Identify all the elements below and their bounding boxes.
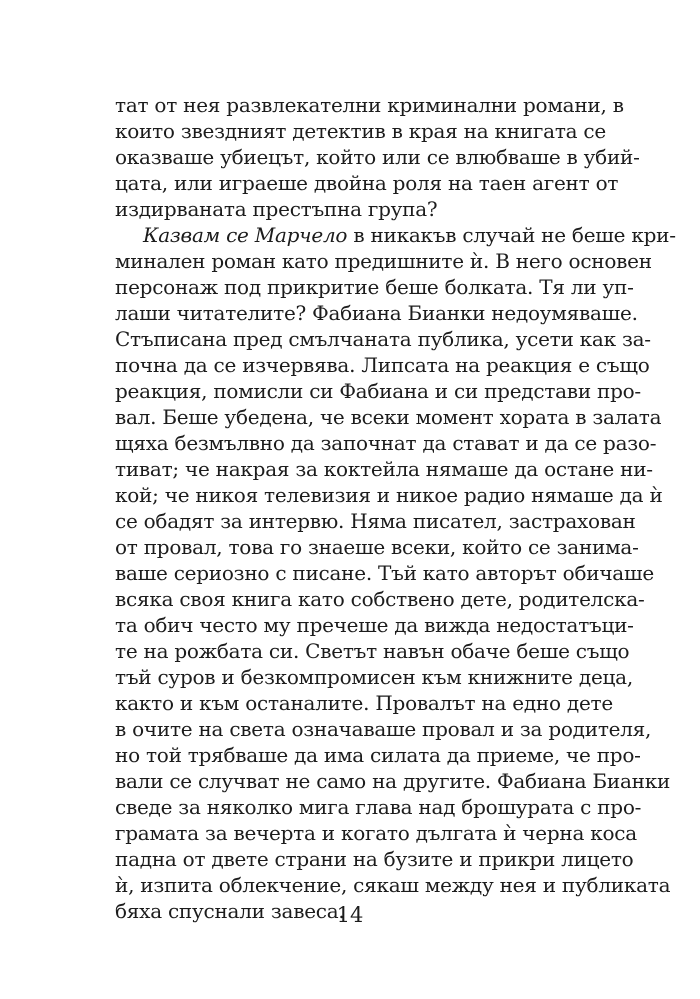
text-line: реакция, помисли си Фабиана и си представи про- [115, 379, 641, 403]
text-line: падна от двете страни на бузите и прикри лицето [115, 847, 634, 871]
text-line: почна да се изчервява. Липсата на реакция е също [115, 353, 650, 377]
text-line: издирваната престъпна група? [115, 197, 438, 221]
text-line: цата, или играеше двойна роля на таен агент от [115, 171, 619, 195]
text-line: та обич често му пречеше да вижда недостатъци- [115, 613, 634, 637]
text-line: както и към останалите. Провалът на едно дете [115, 691, 613, 715]
text-line: ѝ, изпита облекчение, сякаш между нея и публиката [115, 873, 671, 897]
text-line: оказваше убиецът, който или се влюбваше в убий- [115, 145, 640, 169]
text-line: грамата за вечерта и когато дългата ѝ черна коса [115, 821, 637, 845]
text-line: но той трябваше да има силата да приеме, че про- [115, 743, 641, 767]
text-line: се обадят за интервю. Няма писател, застрахован [115, 509, 636, 533]
text-line: вали се случват не само на другите. Фабиана Бианки [115, 769, 671, 793]
text-line: вал. Беше убедена, че всеки момент хората в залата [115, 405, 662, 429]
text-line: тиват; че накрая за коктейла нямаше да остане ни- [115, 457, 653, 481]
text-line: щяха безмълвно да започнат да стават и да се разо- [115, 431, 657, 455]
text-line: в очите на света означаваше провал и за родителя, [115, 717, 652, 741]
text-line: ваше сериозно с писане. Тъй като авторът обичаше [115, 561, 654, 585]
text-line: минален роман като предишните ѝ. В него основен [115, 249, 652, 273]
text-line: Стъписана пред смълчаната публика, усети как за- [115, 327, 651, 351]
text-line: тъй суров и безкомпромисен към книжните деца, [115, 665, 633, 689]
text-line: сведе за няколко мига глава над брошурата с про- [115, 795, 642, 819]
text-line: бяха спуснали завеса. [115, 899, 345, 923]
body-text [115, 92, 676, 924]
text-line: кой; че никоя телевизия и никое радио нямаше да ѝ [115, 483, 663, 507]
text-line-rest: в никакъв случай не беше кри- [347, 223, 676, 247]
text-line: всяка своя книга като собствено дете, родителска- [115, 587, 645, 611]
text-line: те на рожбата си. Светът навън обаче беше също [115, 639, 630, 663]
text-line: персонаж под прикритие беше болката. Тя ли уп- [115, 275, 634, 299]
page-number: 14 [336, 903, 364, 927]
book-title-italic: Казвам се Марчело [143, 223, 348, 247]
text-line: от провал, това го знаеше всеки, който се занима- [115, 535, 639, 559]
text-line: които звездният детектив в края на книгата се [115, 119, 606, 143]
paragraph-start-line [115, 222, 676, 248]
text-line: лаши читателите? Фабиана Бианки недоумяваше. [115, 301, 638, 325]
text-line: тат от нея развлекателни криминални романи, в [115, 93, 624, 117]
